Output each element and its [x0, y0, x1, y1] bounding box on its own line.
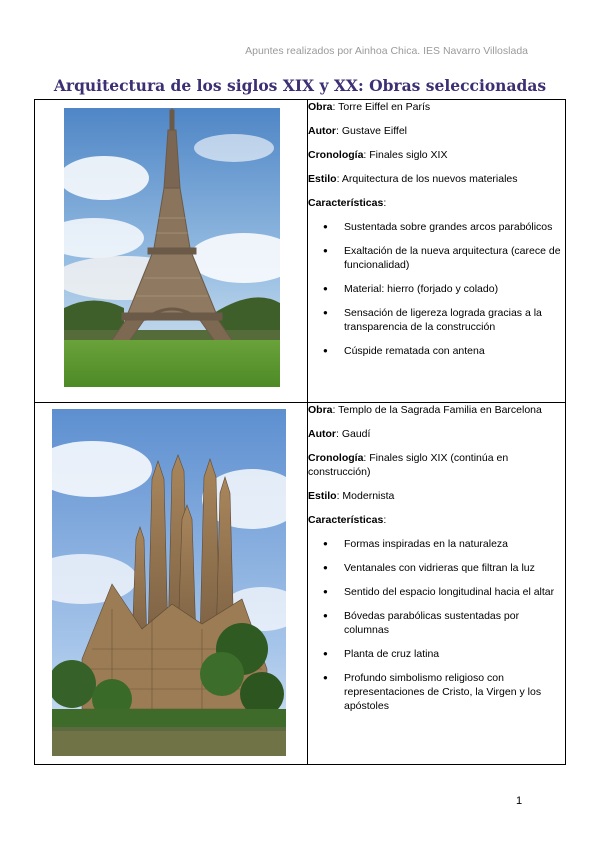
obra-field [308, 100, 565, 114]
obra-value: : Templo de la Sagrada Familia en Barcelona [332, 404, 542, 417]
cronologia-value: : Finales siglo XIX (continúa en construcción) [308, 452, 509, 479]
obra-label: Obra [308, 101, 333, 113]
list-item: ● Planta de cruz latina [308, 647, 565, 661]
autor-label: Autor [308, 428, 336, 441]
list-item: ● Material: hierro (forjado y colado) [308, 282, 565, 296]
document-title: Arquitectura de los siglos XIX y XX: Obras seleccionadas [53, 76, 547, 95]
cronologia-label: Cronología [308, 149, 364, 161]
list-item: ● Formas inspiradas en la naturaleza [308, 537, 565, 551]
caracteristicas-label: Características [308, 514, 384, 527]
work-row-sagrada-familia [35, 403, 566, 765]
estilo-field [308, 489, 565, 503]
autor-field [308, 124, 565, 138]
caracteristicas-heading: Características: [308, 197, 387, 209]
list-item: ● Exaltación de la nueva arquitectura (carece de funcionalidad) [308, 244, 565, 272]
autor-label: Autor [308, 125, 336, 137]
caracteristicas-label: Características [308, 197, 384, 209]
estilo-value: : Arquitectura de los nuevos materiales [336, 173, 518, 185]
page-number: 1 [516, 795, 523, 807]
caracteristicas-heading: Características: [308, 514, 387, 527]
list-item: ● Sensación de ligereza lograda gracias a la transparencia de la construcción [308, 306, 565, 334]
cronologia-field [308, 451, 565, 479]
page-header: Apuntes realizados por Ainhoa Chica. IES Navarro Villoslada [245, 45, 528, 57]
obra-label: Obra [308, 404, 333, 417]
estilo-value: : Modernista [336, 490, 395, 503]
image-cell [35, 403, 308, 765]
obra-field [308, 403, 565, 417]
estilo-label: Estilo [308, 173, 337, 185]
list-item: ● Ventanales con vidrieras que filtran la luz [308, 561, 565, 575]
text-cell [308, 100, 566, 403]
list-item: ● Profundo simbolismo religioso con representaciones de Cristo, la Virgen y los apóstoles [308, 671, 565, 713]
list-item: ● Sustentada sobre grandes arcos parabólicos [308, 220, 565, 234]
work-row-eiffel [35, 100, 566, 403]
image-cell [35, 100, 308, 403]
cronologia-label: Cronología [308, 452, 364, 465]
text-cell [308, 403, 566, 765]
estilo-label: Estilo [308, 490, 337, 503]
cronologia-value: : Finales siglo XIX [363, 149, 448, 161]
list-item: ● Sentido del espacio longitudinal hacia el altar [308, 585, 565, 599]
cronologia-field [308, 148, 565, 162]
obra-value: : Torre Eiffel en París [332, 101, 431, 113]
features-list [308, 220, 565, 358]
autor-value: : Gustave Eiffel [336, 125, 408, 137]
features-list [308, 537, 565, 713]
sagrada-familia-photo [52, 409, 286, 756]
autor-value: : Gaudí [336, 428, 371, 441]
list-item: ● Bóvedas parabólicas sustentadas por columnas [308, 609, 565, 637]
eiffel-tower-photo [64, 108, 280, 387]
works-table [34, 99, 566, 765]
estilo-field [308, 172, 565, 186]
list-item: ● Cúspide rematada con antena [308, 344, 565, 358]
autor-field [308, 427, 565, 441]
